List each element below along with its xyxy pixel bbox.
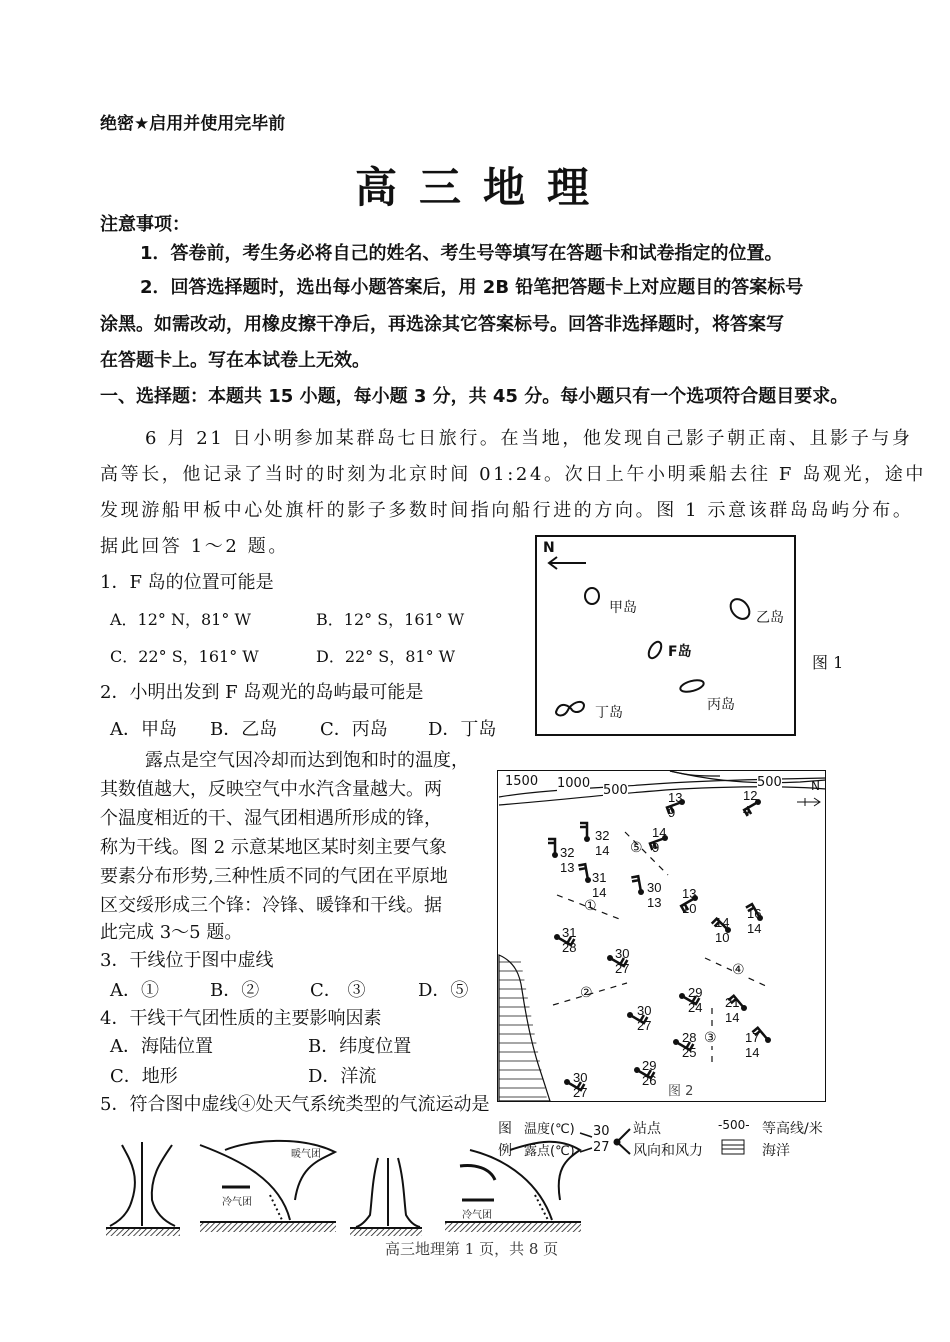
notice-item-2: 2．回答选择题时，选出每小题答案后，用 2B 铅笔把答题卡上对应题目的答案标号 [140,277,804,298]
temperature: 30 [637,1003,652,1018]
dew-point: 9 [652,840,660,855]
q3-stem: 3．干线位于图中虚线 [100,950,274,971]
island-label-ding: 丁岛 [595,705,623,721]
q4-option-b: B．纬度位置 [308,1036,412,1057]
contour-label: 500 [757,775,782,790]
temperature: 16 [747,906,762,921]
q1-option-b: B．12° S，161° W [316,610,465,629]
contour-label: 500 [603,783,628,798]
dew-point: 4 [743,803,751,818]
dew-point: 13 [560,860,575,875]
line-label-3: ③ [704,1030,717,1046]
line-label-2: ② [580,985,593,1001]
diagram-c [350,1158,422,1236]
q3-option-b: B．② [210,980,260,1001]
line-label-4: ④ [732,962,745,978]
q1-option-d: D．22° S，81° W [316,647,456,666]
dew-point: 14 [595,843,610,858]
page-title: 高三地理 [355,163,612,212]
dew-point: 25 [682,1045,697,1060]
diagram-a [106,1142,180,1236]
line-label-1: ① [584,898,597,914]
dew-point: 14 [725,1010,740,1025]
temperature: 30 [615,946,630,961]
dew-point: 10 [715,930,730,945]
dew-point: 27 [615,961,630,976]
q2-stem: 2．小明出发到 F 岛观光的岛屿最可能是 [100,682,424,703]
q3-option-d: D．⑤ [418,980,469,1001]
dew-point: 14 [592,885,607,900]
passage-line: 区交绥形成三个锋：冷锋、暖锋和干线。据 [100,895,442,916]
confidential-label: 绝密★启用并使用完毕前 [100,114,286,134]
passage-line: 要素分布形势,三种性质不同的气团在平原地 [100,866,448,887]
section-heading: 一、选择题：本题共 15 小题，每小题 3 分，共 45 分。每小题只有一个选项符合题目要求。 [100,386,849,407]
notice-item-1: 1．答卷前，考生务必将自己的姓名、考生号等填写在答题卡和试卷指定的位置。 [140,243,783,264]
temperature: 14 [652,825,667,840]
notice-item-2-cont2: 在答题卡上。写在本试卷上无效。 [100,350,370,371]
temperature: 13 [682,886,697,901]
passage-line: 此完成 3～5 题。 [100,922,243,943]
legend-title: 图 [498,1121,512,1137]
figure-2-caption: 图 2 [668,1084,694,1099]
temperature: 17 [745,1030,760,1045]
temperature: 32 [560,845,575,860]
warm-air-label: 暖气团 [291,1149,321,1160]
legend-station: 站点 [633,1121,661,1137]
notice-item-2-cont: 涂黑。如需改动，用橡皮擦干净后，再选涂其它答案标号。回答非选择题时，将答案写 [100,314,784,335]
passage-line: 个温度相近的干、湿气团相遇所形成的锋， [100,808,442,829]
q4-option-d: D．洋流 [308,1066,377,1087]
q4-option-c: C．地形 [110,1066,178,1087]
dew-point: 27 [573,1085,588,1100]
dew-point: 10 [682,901,697,916]
temperature: 29 [688,985,703,1000]
island-label-jia: 甲岛 [609,600,637,616]
passage-line: 发现游船甲板中心处旗杆的影子多数时间指向船行进的方向。图 1 示意该群岛岛屿分布。 [100,500,914,521]
temperature: 28 [682,1030,697,1045]
passage-line: 6 月 21 日小明参加某群岛七日旅行。在当地，他发现自己影子朝正南、且影子与身 [145,428,913,449]
q3-option-c: C． ③ [310,980,366,1001]
legend-contour-value: -500- [718,1118,750,1132]
temperature: 21 [725,995,740,1010]
temperature: 29 [642,1058,657,1073]
page-footer: 高三地理第 1 页，共 8 页 [385,1240,559,1258]
passage-line: 称为干线。图 2 示意某地区某时刻主要气象 [100,837,447,858]
notice-heading: 注意事项： [100,214,190,235]
dew-point: 14 [747,921,762,936]
q5-stem: 5．符合图中虚线④处天气系统类型的气流运动是 [100,1094,490,1115]
legend-contour: 等高线/米 [762,1121,823,1137]
q3-option-a: A．① [110,980,159,1001]
passage-line: 露点是空气因冷却而达到饱和时的温度， [145,750,469,771]
legend-temp-value: 30 [593,1124,610,1139]
temperature: 12 [743,788,758,803]
contour-label: 1000 [557,776,591,791]
cold-air-label: 冷气团 [222,1197,252,1208]
dew-point: 27 [637,1018,652,1033]
north-label: N [543,540,555,556]
q2-option-c: C．丙岛 [320,719,388,740]
dew-point: 24 [688,1000,703,1015]
legend-wind: 风向和风力 [633,1143,703,1159]
temperature: 13 [668,790,683,805]
q4-option-a: A．海陆位置 [110,1036,213,1057]
dew-point: 28 [562,940,577,955]
dew-point: 13 [647,895,662,910]
legend-dew: 露点(℃) [524,1144,575,1159]
legend-temp: 温度(℃) [524,1122,575,1137]
north-label: N [811,779,820,793]
passage-line: 高等长，他记录了当时的时刻为北京时间 01:24。次日上午小明乘船去往 F 岛观光，途中 [100,464,926,485]
q1-stem: 1．F 岛的位置可能是 [100,572,274,593]
q2-option-a: A．甲岛 [110,719,177,740]
temperature: 14 [715,915,730,930]
line-label-5: ⑤ [630,840,643,856]
legend-dew-value: 27 [593,1140,610,1155]
contour-label: 1500 [505,774,539,789]
passage-line: 其数值越大，反映空气中水汽含量越大。两 [100,779,442,800]
passage-line: 据此回答 1～2 题。 [100,536,289,557]
q2-option-d: D．丁岛 [428,719,497,740]
q2-option-b: B．乙岛 [210,719,278,740]
figure-1-caption: 图 1 [812,653,844,672]
island-label-f: F岛 [668,644,692,660]
temperature: 30 [573,1070,588,1085]
dew-point: 26 [642,1073,657,1088]
island-label-yi: 乙岛 [756,610,784,626]
legend-ocean: 海洋 [762,1143,790,1159]
dew-point: 14 [745,1045,760,1060]
cold-air-label: 冷气团 [462,1210,492,1221]
island-label-bing: 丙岛 [707,697,735,713]
q4-stem: 4．干线干气团性质的主要影响因素 [100,1008,382,1029]
temperature: 31 [562,925,577,940]
q1-option-a: A．12° N，81° W [110,610,251,629]
q1-option-c: C．22° S，161° W [110,647,259,666]
dew-point: 9 [668,805,676,820]
temperature: 30 [647,880,662,895]
temperature: 31 [592,870,607,885]
legend-title: 例 [498,1143,512,1159]
temperature: 32 [595,828,610,843]
